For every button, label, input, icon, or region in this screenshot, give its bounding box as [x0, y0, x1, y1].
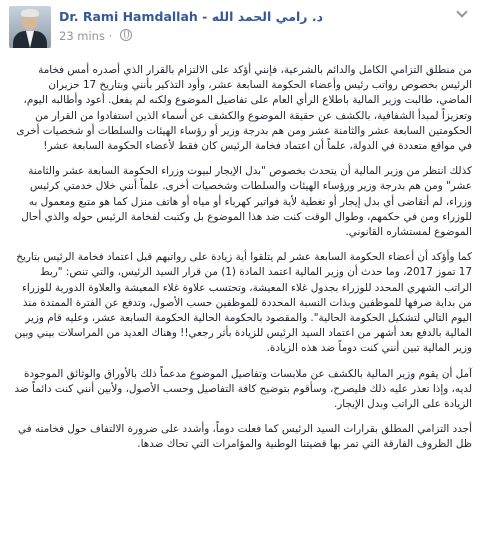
post-paragraph: من منطلق التزامي الكامل والدائم بالشرعية، فإنني أؤكد على الالتزام بالقرار الذي أصدره أمس فخامة الرئيس بخصوص رواتب رئيس وأعضاء الحكومة السابعة عشر، وأود التذكير بأنني وبتاريخ 17 حزيران الماضي، طالبت وزير المالية باطلاع الرأي العام على تفاصيل الموضوع ولكنه لم يفعل. أعود وأطالبه اليوم، وتعزيزاً لمبدأ الشفافية، بالكشف عن حقيقة الموضوع والكشف عن أسماء الذين استفادوا من القرار من الحكومتين السابعة عشر والثامنة عشر ومن هم بدرجة وزير أو رؤساء الهيئات والسلطات أو شخصيات أخرى في مواقع متعددة في الدولة، علماً أن اعتماد فخامة الرئيس كان فقط لأعضاء الحكومة السابعة عشر! [16, 64, 472, 153]
timestamp[interactable]: 23 mins [59, 29, 105, 43]
post-paragraph: كما وأؤكد أن أعضاء الحكومة السابعة عشر لم يتلقوا أية زيادة على رواتبهم قبل اعتماد فخامة الرئيس بتاريخ 17 تموز 2017، وما حدث أن وزير المالية اعتمد المادة (1) من قرار السيد الرئيس، والتي تنص: "ربط الراتب الشهري المحدد للوزراء بجدول غلاء المعيشة، وتحتسب علاوة غلاء المعيشة والعلاوة الدورية للوزراء من بداية صرفها للموظفين وبذات النسبة المحددة للموظفين حسب الأصول، وتدفع عن الفترة الممتدة منذ اليوم التالي لتشكيل الحكومة الحالية". والمقصود بالحكومة الحالية الحكومة السابعة عشر، وعليه قام وزير المالية بالدفع بعد أشهر من اعتماد السيد الرئيس للزيادة بأثر رجعي!! وهناك العديد من المراسلات بيني وبين وزير المالية تبين أنني كنت دوماً ضد هذه الزيادة. [14, 251, 472, 355]
author-name[interactable]: Dr. Rami Hamdallah - د. رامي الحمد الله [59, 9, 324, 24]
chevron-down-icon[interactable] [455, 8, 469, 18]
globe-icon [120, 29, 132, 41]
post-body [10, 63, 472, 463]
post-meta: 23 mins · [59, 29, 132, 43]
post-paragraph: آمل أن يقوم وزير المالية بالكشف عن ملابسات وتفاصيل الموضوع مدعماً ذلك بالأوراق والوثائق الموجودة لديه، وإذا تعذر عليه ذلك فليصرح، وسأقوم بتوضيح كافة التفاصيل وحسب الأصول، ولأبين أنني كنت دائماً ضد الزيادة على الراتب وبدل الإيجار. [14, 367, 472, 411]
post-paragraph: كذلك انتظر من وزير المالية أن يتحدث بخصوص "بدل الإيجار لبيوت وزراء الحكومة السابعة عشر والثامنة عشر" ومن هم بدرجة وزير ورؤساء الهيئات والسلطات وشخصيات أخرى. علماً أنني خلال خدمتي كرئيس وزراء، لم أتقاضى أي بدل إيجار أو تغطية لأية فواتير كهرباء أو مياه أو هاتف منزل كما هو متبع ومعمول به للوزراء ومن في حكمهم، وطوال الوقت كنت ضد هذا الموضوع بل وكتبت لفخامة الرئيس حوله والذي أحال الموضوع لمستشاره القانوني. [21, 165, 472, 239]
post-paragraph: أجدد التزامي المطلق بقرارات السيد الرئيس كما فعلت دوماً، وأشدد على ضرورة الالتفاف حول فخامته في ظل الظروف الفارقة التي تمر بها قضيتنا الوطنية والمؤامرات التي تحاك ضدها. [18, 423, 472, 451]
avatar[interactable] [9, 6, 51, 48]
